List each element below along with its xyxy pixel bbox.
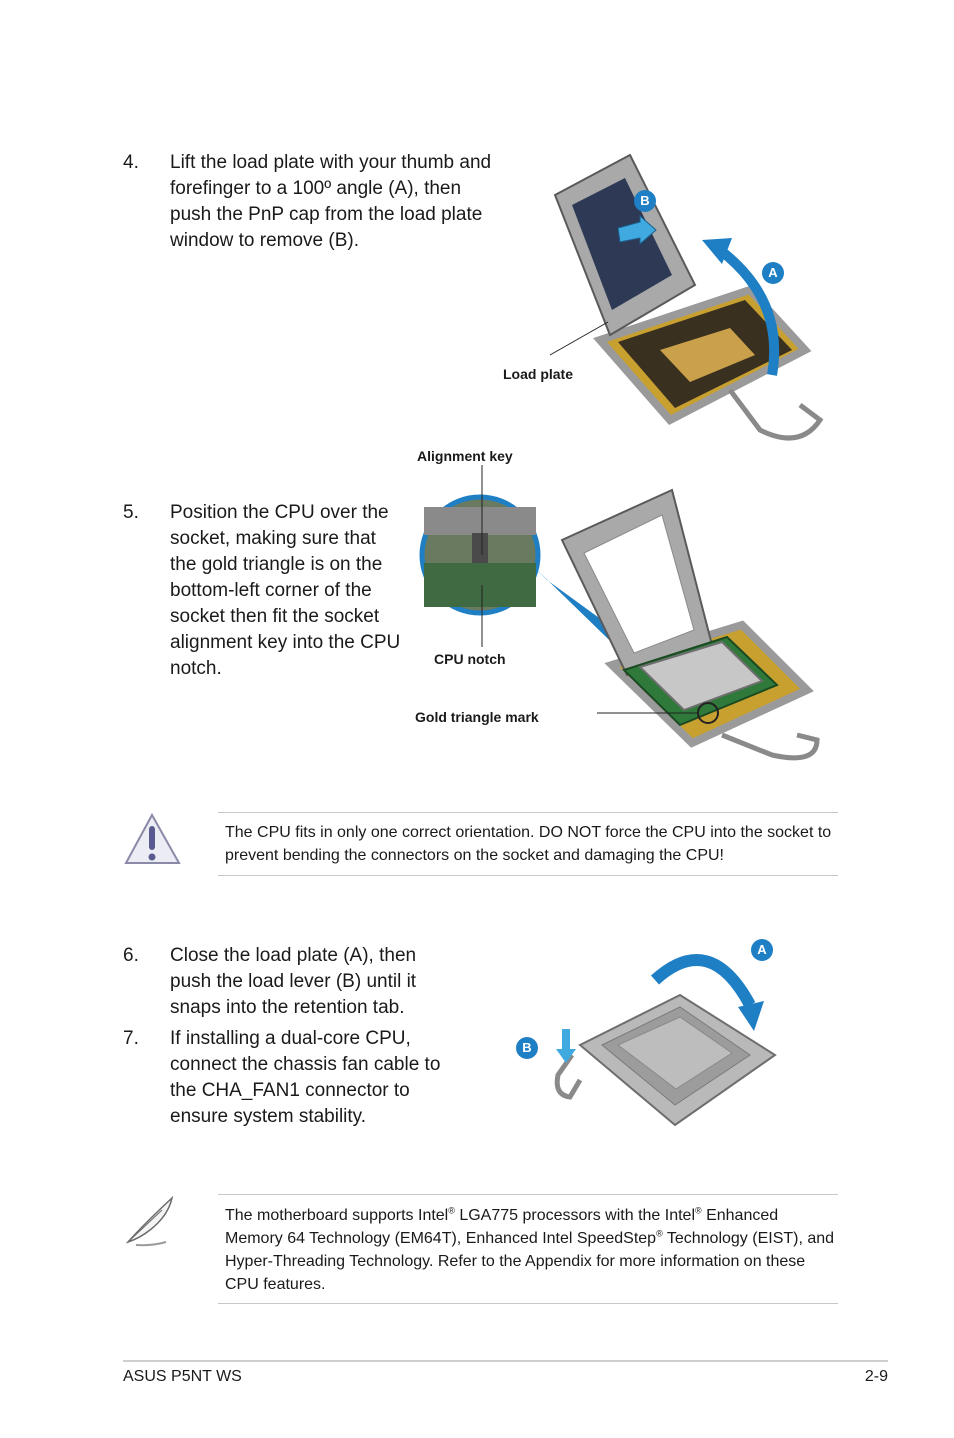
note-text-part: The motherboard supports Intel xyxy=(225,1207,449,1224)
gold-triangle-mark-label: Gold triangle mark xyxy=(415,709,539,725)
callout-b-badge: B xyxy=(516,1037,538,1059)
registered-mark: ® xyxy=(695,1205,702,1216)
socket-open-illustration xyxy=(500,150,830,445)
callout-b-badge: B xyxy=(634,190,656,212)
step-number: 5. xyxy=(123,502,139,523)
footer-page-number: 2-9 xyxy=(864,1368,888,1385)
step-text: Position the CPU over the socket, making sure that the gold triangle is on the bottom-left corner of the socket then fit the socket alignment key into the CPU notch. xyxy=(170,502,401,679)
note-top-rule xyxy=(218,1194,838,1195)
load-plate-label: Load plate xyxy=(503,366,574,382)
quill-pen-icon xyxy=(122,1194,178,1250)
socket-closed-illustration xyxy=(510,935,790,1140)
caution-top-rule xyxy=(218,812,838,813)
note-text-part: LGA775 processors with the Intel xyxy=(454,1207,695,1224)
callout-a-badge: A xyxy=(751,939,773,961)
cpu-notch-label: CPU notch xyxy=(434,651,506,667)
footer-rule xyxy=(123,1360,888,1362)
warning-icon xyxy=(124,812,182,866)
note-bottom-rule xyxy=(218,1303,838,1304)
step-number: 6. xyxy=(123,945,139,966)
note-text-part: Enhanced Memory 64 Technology (EM64T), Enhanced Intel SpeedStep xyxy=(225,1207,779,1247)
footer-product-name: ASUS P5NT WS xyxy=(123,1368,242,1385)
step-text: Close the load plate (A), then push the load lever (B) until it snaps into the retention tab. xyxy=(170,945,417,1018)
caution-bottom-rule xyxy=(218,875,838,876)
callout-a-badge: A xyxy=(762,262,784,284)
registered-mark: ® xyxy=(656,1228,663,1239)
figure-close-load-plate xyxy=(510,935,790,1140)
caution-text: The CPU fits in only one correct orientation. DO NOT force the CPU into the socket to prevent bending the connectors on the socket and damaging the CPU! xyxy=(225,824,832,864)
note-text xyxy=(225,1204,835,1296)
step-text: If installing a dual-core CPU, connect the chassis fan cable to the CHA_FAN1 connector to ensure system stability. xyxy=(170,1028,441,1127)
figure-lift-load-plate xyxy=(500,150,830,445)
alignment-key-label: Alignment key xyxy=(417,448,513,464)
figure-position-cpu xyxy=(412,445,832,770)
step-number: 4. xyxy=(123,152,139,173)
step-text: Lift the load plate with your thumb and forefinger to a 100º angle (A), then push the PnP cap from the load plate window to remove (B). xyxy=(170,152,492,251)
step-number: 7. xyxy=(123,1028,139,1049)
note-text-part: Technology (EIST), and Hyper-Threading Technology. Refer to the Appendix for more information on these CPU features. xyxy=(225,1230,835,1293)
registered-mark: ® xyxy=(448,1205,455,1216)
